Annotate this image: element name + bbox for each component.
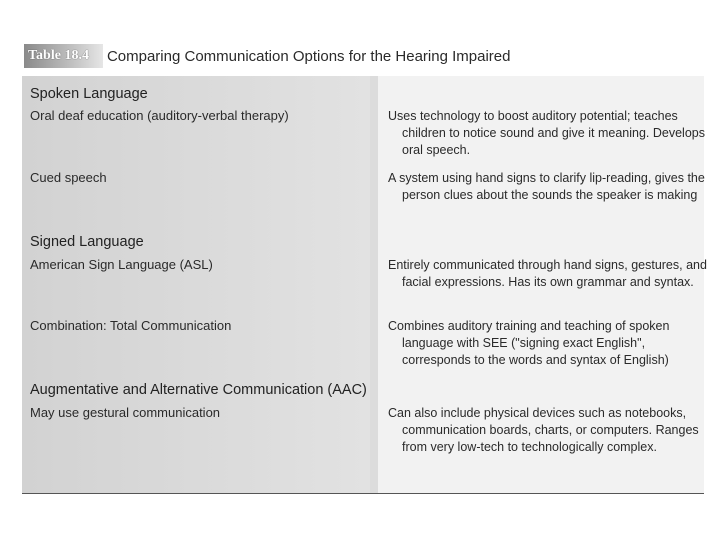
descriptions-column xyxy=(378,76,707,493)
oral-description: Uses technology to boost auditory potential; teaches children to notice sound and give it meaning. Develops oral speech. xyxy=(388,109,705,157)
oral-option: Oral deaf education (auditory-verbal therapy) xyxy=(30,108,289,123)
aac-description: Can also include physical devices such as notebooks, communication boards, charts, or computers. Ranges from very low-tech to technologically complex. xyxy=(388,406,699,454)
options-column xyxy=(22,76,370,493)
gestural-option: May use gestural communication xyxy=(30,405,221,420)
signed-language-heading: Signed Language xyxy=(30,234,144,250)
table-number-label: Table 18.4 xyxy=(24,44,103,68)
comparison-table xyxy=(22,76,707,494)
total-communication-description: Combines auditory training and teaching of spoken language with SEE ("signing exact English", corresponds to the words and syntax of English) xyxy=(388,319,670,367)
asl-description: Entirely communicated through hand signs, gestures, and facial expressions. Has its own grammar and syntax. xyxy=(388,258,707,289)
table-title: Comparing Communication Options for the Hearing Impaired xyxy=(106,47,511,65)
cued-speech-description: A system using hand signs to clarify lip-reading, gives the person clues about the sounds the speaker is making xyxy=(388,171,705,202)
cued-speech-option: Cued speech xyxy=(30,170,107,185)
total-communication-option: Combination: Total Communication xyxy=(30,318,232,333)
asl-option: American Sign Language (ASL) xyxy=(30,257,213,272)
aac-heading: Augmentative and Alternative Communication (AAC) xyxy=(30,382,367,398)
table-header xyxy=(24,42,704,70)
spoken-language-heading: Spoken Language xyxy=(30,86,148,102)
